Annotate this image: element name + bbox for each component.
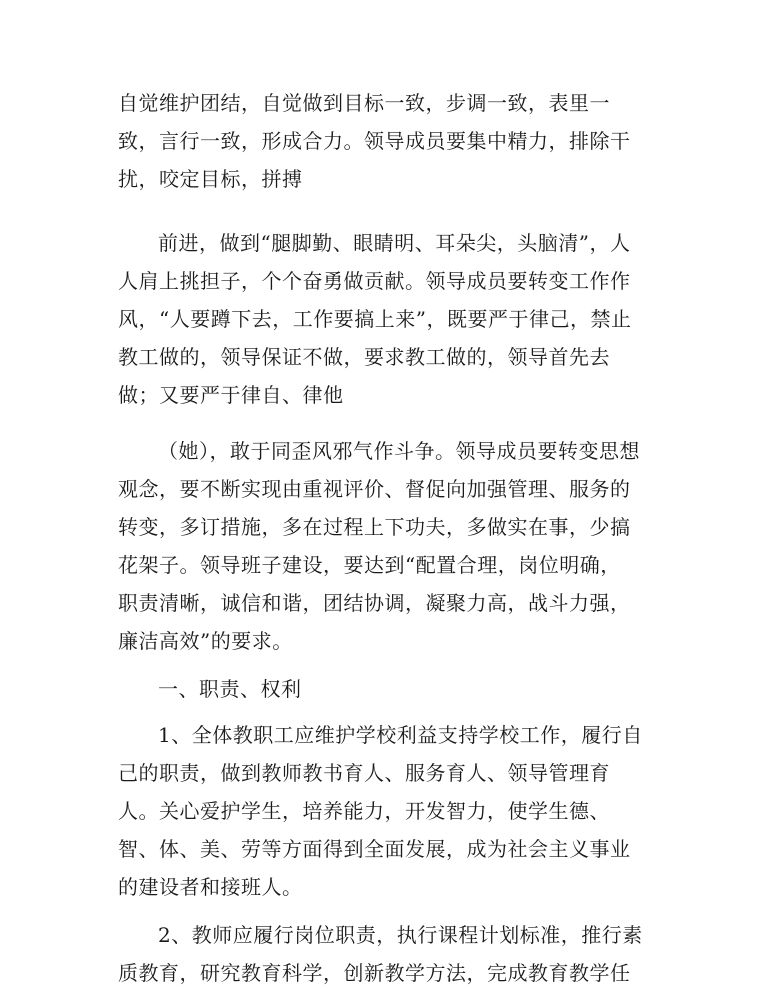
text-line: （她），敢于同歪风邪气作斗争。领导成员要转变思想 bbox=[158, 439, 640, 463]
text-line: 做；又要严于律自、律他 bbox=[118, 383, 344, 407]
text-line: 职责清晰，诚信和谐，团结协调，凝聚力高，战斗力强， bbox=[118, 591, 631, 615]
text-line: 转变，多订措施，多在过程上下功夫，多做实在事，少搞 bbox=[118, 515, 631, 539]
text-line: 花架子。领导班子建设，要达到“配置合理，岗位明确， bbox=[118, 553, 621, 577]
text-line: 的建设者和接班人。 bbox=[118, 875, 303, 899]
text-line: 观念，要不断实现由重视评价、督促向加强管理、服务的 bbox=[118, 477, 631, 501]
text-line: 扰，咬定目标，拼搏 bbox=[118, 167, 303, 191]
text-line: 智、体、美、劳等方面得到全面发展，成为社会主义事业 bbox=[118, 837, 631, 861]
text-line: 廉洁高效”的要求。 bbox=[118, 629, 293, 653]
section-heading: 一、职责、权利 bbox=[158, 677, 302, 701]
text-line: 自觉维护团结，自觉做到目标一致，步调一致，表里一 bbox=[118, 91, 610, 115]
text-line: 风，“人要蹲下去，工作要搞上来”，既要严于律己，禁止 bbox=[118, 307, 632, 331]
text-line: 人。关心爱护学生，培养能力，开发智力，使学生德、 bbox=[118, 799, 610, 823]
text-line: 2、教师应履行岗位职责，执行课程计划标准，推行素 bbox=[158, 923, 643, 947]
text-line: 致，言行一致，形成合力。领导成员要集中精力，排除干 bbox=[118, 129, 631, 153]
text-line: 1、全体教职工应维护学校利益支持学校工作，履行自 bbox=[158, 723, 643, 747]
text-line: 质教育，研究教育科学，创新教学方法，完成教育教学任 bbox=[118, 961, 631, 985]
text-line: 人肩上挑担子，个个奋勇做贡献。领导成员要转变工作作 bbox=[118, 269, 631, 293]
text-line: 前进，做到“腿脚勤、眼睛明、耳朵尖，头脑清”，人 bbox=[158, 231, 631, 255]
text-line: 教工做的，领导保证不做，要求教工做的，领导首先去 bbox=[118, 345, 610, 369]
text-line: 己的职责，做到教师教书育人、服务育人、领导管理育 bbox=[118, 761, 610, 785]
